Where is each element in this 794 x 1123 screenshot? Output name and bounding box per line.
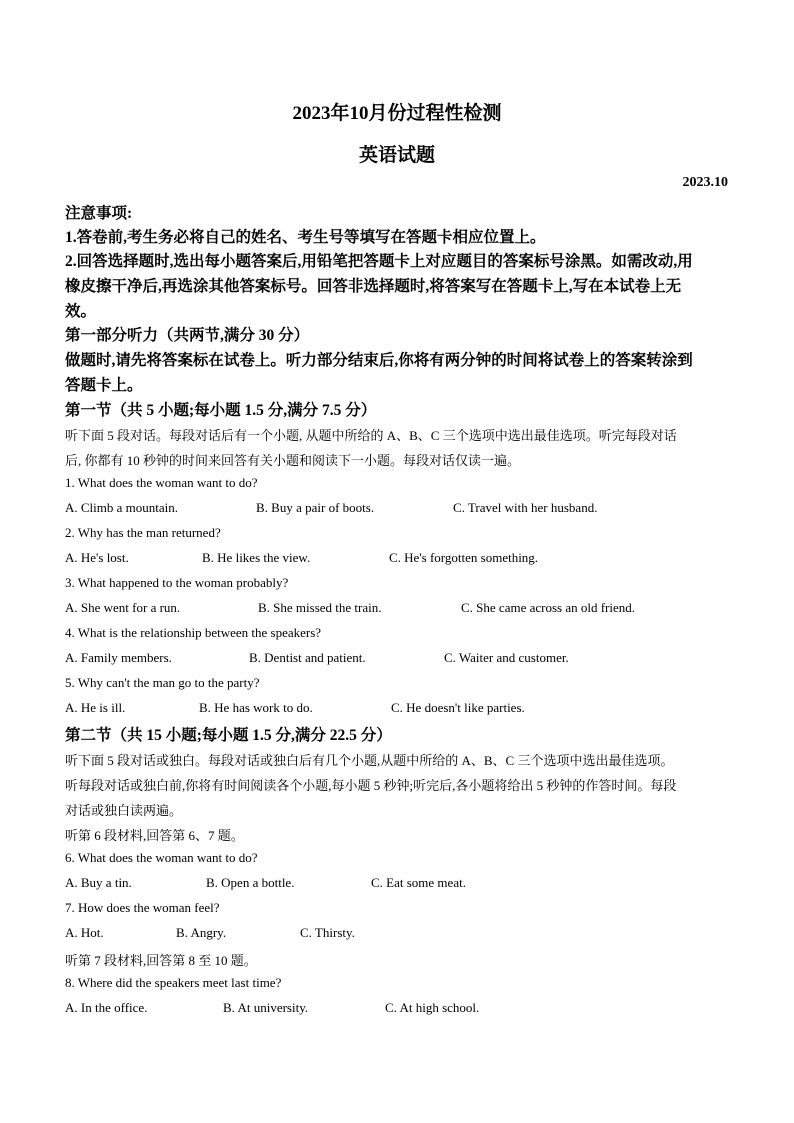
question-2-option-c: C. He's forgotten something. (389, 550, 539, 565)
exam-title: 2023年10月份过程性检测 (292, 103, 502, 124)
question-6: 6. What does the woman want to do? (65, 850, 258, 865)
question-8-option-c: C. At high school. (385, 1000, 480, 1015)
question-6-option-b: B. Open a bottle. (206, 875, 295, 890)
question-6-option-c: C. Eat some meat. (371, 875, 466, 890)
question-3-option-b: B. She missed the train. (258, 600, 382, 615)
notes-item-2-line-2: 橡皮擦干净后,再选涂其他答案标号。回答非选择题时,将答案写在答题卡上,写在本试卷上无 (65, 278, 682, 295)
question-7-option-c: C. Thirsty. (300, 925, 355, 940)
question-7: 7. How does the woman feel? (65, 900, 220, 915)
section2-heading: 第二节（共 15 小题;每小题 1.5 分,满分 22.5 分） (65, 727, 392, 744)
question-1: 1. What does the woman want to do? (65, 475, 258, 490)
question-5-option-a: A. He is ill. (65, 700, 126, 715)
notes-item-1: 1.答卷前,考生务必将自己的姓名、考生号等填写在答题卡相应位置上。 (65, 229, 546, 246)
section1-instruction-line-2: 后, 你都有 10 秒钟的时间来回答有关小题和阅读下一小题。每段对话仅读一遍。 (65, 453, 521, 468)
question-4-option-b: B. Dentist and patient. (249, 650, 366, 665)
question-1-option-c: C. Travel with her husband. (453, 500, 598, 515)
question-8-option-a: A. In the office. (65, 1000, 148, 1015)
question-1-option-b: B. Buy a pair of boots. (256, 500, 375, 515)
question-2: 2. Why has the man returned? (65, 525, 221, 540)
question-8: 8. Where did the speakers meet last time? (65, 975, 282, 990)
section2-instruction-line-2: 听每段对话或独白前,你将有时间阅读各个小题,每小题 5 秒钟;听完后,各小题将给出 5 秒钟的作答时间。每段 (65, 778, 677, 793)
notes-heading: 注意事项: (65, 205, 133, 222)
question-2-option-b: B. He likes the view. (202, 550, 311, 565)
question-7-option-b: B. Angry. (176, 925, 227, 940)
question-3-option-a: A. She went for a run. (65, 600, 181, 615)
exam-date: 2023.10 (682, 175, 728, 190)
question-6-option-a: A. Buy a tin. (65, 875, 132, 890)
question-2-option-a: A. He's lost. (65, 550, 129, 565)
section2-instruction-line-1: 听下面 5 段对话或独白。每段对话或独白后有几个小题,从题中所给的 A、B、C 三个选项中选出最佳选项。 (65, 753, 674, 768)
question-8-option-b: B. At university. (223, 1000, 309, 1015)
notes-item-2-line-3: 效。 (65, 303, 97, 320)
part1-instruction-line-1: 做题时,请先将答案标在试卷上。听力部分结束后,你将有两分钟的时间将试卷上的答案转涂到 (65, 352, 693, 369)
part1-instruction-line-2: 答题卡上。 (65, 377, 143, 394)
question-3-option-c: C. She came across an old friend. (461, 600, 636, 615)
exam-subtitle: 英语试题 (358, 145, 435, 166)
section1-heading: 第一节（共 5 小题;每小题 1.5 分,满分 7.5 分） (65, 402, 377, 419)
question-3: 3. What happened to the woman probably? (65, 575, 289, 590)
section1-instruction-line-1: 听下面 5 段对话。每段对话后有一个小题, 从题中所给的 A、B、C 三个选项中选出最佳选项。听完每段对话 (65, 428, 677, 443)
question-4-option-a: A. Family members. (65, 650, 172, 665)
part1-heading: 第一部分听力（共两节,满分 30 分） (65, 327, 310, 344)
question-4-option-c: C. Waiter and customer. (444, 650, 569, 665)
question-5-option-b: B. He has work to do. (199, 700, 313, 715)
section2-instruction-line-3: 对话或独白读两遍。 (65, 803, 183, 818)
material-7-instruction: 听第 7 段材料,回答第 8 至 10 题。 (65, 953, 257, 968)
question-5-option-c: C. He doesn't like parties. (391, 700, 525, 715)
question-1-option-a: A. Climb a mountain. (65, 500, 179, 515)
question-7-option-a: A. Hot. (65, 925, 104, 940)
notes-item-2-line-1: 2.回答选择题时,选出每小题答案后,用铅笔把答题卡上对应题目的答案标号涂黑。如需改动,用 (65, 253, 693, 270)
question-4: 4. What is the relationship between the speakers? (65, 625, 322, 640)
question-5: 5. Why can't the man go to the party? (65, 675, 260, 690)
material-6-instruction: 听第 6 段材料,回答第 6、7 题。 (65, 828, 244, 843)
